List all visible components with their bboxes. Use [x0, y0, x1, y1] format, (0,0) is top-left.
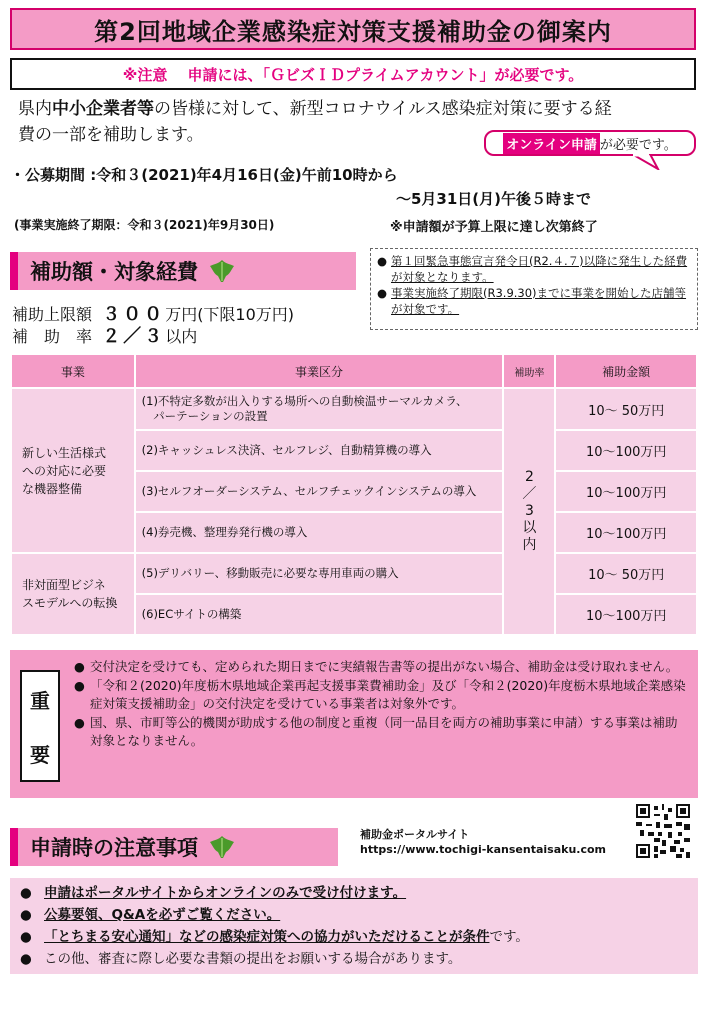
period-line1: ・公募期間 :令和３(2021)年4月16日(金)午前10時から: [10, 166, 398, 184]
bullet-icon: ●: [377, 254, 388, 268]
desc-cell: [135, 471, 504, 512]
rate-cell: [503, 388, 555, 635]
section-header-subsidy: [10, 252, 356, 290]
rate-row: [12, 326, 294, 348]
apply-item: [20, 948, 688, 970]
amount-cell: 10～100万円: [555, 594, 697, 635]
portal-label: 補助金ポータルサイト: [360, 828, 470, 841]
rate-unit: 以内: [165, 327, 198, 346]
leaf-icon: [208, 258, 236, 284]
rate-char: ／: [522, 486, 537, 502]
bullet-icon: ●: [74, 715, 85, 730]
intro-part1: 県内: [18, 99, 52, 119]
desc-cell: [135, 430, 504, 471]
bubble-tail: [630, 154, 660, 170]
desc-line: パーテーションの設置: [141, 409, 268, 423]
desc-line: (2)キャッシュレス決済、セルフレジ、自動精算機の導入: [141, 443, 432, 457]
important-mark: [20, 670, 60, 782]
intro-part2: の皆様に対して、新型コロナウイルス感染症対策に要する経: [154, 99, 612, 119]
desc-cell: [135, 594, 504, 635]
rate-value: ２／３: [102, 326, 166, 347]
note-text: 第１回緊急事態宣言発令日(R2.４.７)以降に発生した経費が対象となります。: [391, 254, 688, 284]
notice-banner: ※注意 申請には、「ＧビズＩＤプライムアカウント」が必要です。: [10, 58, 696, 90]
amount-cell: 10～ 50万円: [555, 553, 697, 594]
application-notes: [10, 878, 698, 974]
amount-cell: 10～100万円: [555, 471, 697, 512]
leaf-icon: [208, 834, 236, 860]
desc-line: (4)券売機、整理券発行機の導入: [141, 525, 308, 539]
table-row: [11, 553, 697, 594]
important-char: 重: [30, 688, 50, 713]
rate-char: 3: [524, 503, 534, 519]
category-line: な機器整備: [22, 481, 83, 496]
desc-cell: [135, 553, 504, 594]
table-row: [11, 388, 697, 430]
bullet-icon: ●: [20, 951, 32, 967]
rate-label: 補 助 率: [12, 327, 93, 346]
subsidy-limits: [12, 304, 294, 348]
amount-cell: 10～ 50万円: [555, 388, 697, 430]
col-header: 補助金額: [555, 354, 697, 388]
col-header: 補助率: [503, 354, 555, 388]
bullet-icon: ●: [377, 286, 388, 300]
subsidy-table: [10, 353, 698, 636]
end-note: ※申請額が予算上限に達し次第終了: [390, 220, 598, 235]
apply-item: [20, 904, 688, 926]
intro-bold: 中小企業者等: [52, 99, 154, 119]
online-bubble: [484, 130, 696, 156]
desc-line: (1)不特定多数が出入りする場所への自動検温サーマルカメラ、: [141, 394, 468, 408]
note-item: [377, 285, 691, 317]
section-bar: [10, 828, 18, 866]
important-text: 交付決定を受けても、定められた期日までに実績報告書等の提出がない場合、補助金は受け取れません。: [90, 659, 679, 674]
bubble-rest: が必要です。: [599, 137, 677, 153]
section-header-application: [10, 828, 338, 866]
category-line: への対応に必要: [22, 463, 107, 478]
important-char: 要: [30, 742, 50, 767]
cap-label: 補助上限額: [12, 305, 93, 324]
portal-url-link[interactable]: https://www.tochigi-kansentaisaku.com: [360, 843, 607, 856]
end-limit: (事業実施終了期限：令和３(2021)年9月30日): [14, 218, 275, 232]
page-title: 第2回地域企業感染症対策支援補助金の御案内: [10, 8, 696, 50]
apply-item: [20, 926, 688, 948]
category-line: スモデルへの転換: [22, 596, 118, 610]
cap-unit: 万円(下限10万円): [165, 305, 295, 324]
category-line: 新しい生活様式: [22, 445, 107, 460]
desc-cell: [135, 512, 504, 553]
target-notes: [370, 248, 698, 330]
cap-value: ３００: [102, 304, 166, 325]
note-text: 事業実施終了期限(R3.9.30)までに事業を開始した店舗等が対象です。: [391, 286, 687, 316]
important-item: [74, 658, 688, 676]
amount-cell: 10～100万円: [555, 512, 697, 553]
table-header-row: [11, 354, 697, 388]
bullet-icon: ●: [20, 885, 32, 901]
desc-line: (6)ECサイトの構築: [141, 607, 242, 621]
bullet-icon: ●: [20, 929, 32, 945]
category-cell: [11, 553, 135, 635]
section-title: 申請時の注意事項: [30, 836, 198, 860]
important-list: [74, 658, 688, 751]
section-title: 補助額・対象経費: [30, 260, 198, 284]
apply-underlined: 公募要領、Q&Aを必ずご覧ください。: [44, 907, 281, 923]
bullet-icon: ●: [74, 678, 85, 693]
cap-row: [12, 304, 294, 326]
period-line2: ～5月31日(月)午後５時まで: [396, 190, 592, 208]
intro-line2: 費の一部を補助します。: [18, 125, 204, 145]
important-item: [74, 714, 688, 750]
rate-char: 以: [522, 520, 537, 536]
desc-line: (5)デリバリー、移動販売に必要な専用車両の購入: [141, 566, 399, 580]
note-item: [377, 253, 691, 285]
bubble-highlight: オンライン申請: [503, 133, 600, 154]
apply-underlined: 「とちまる安心通知」などの感染症対策への協力がいただけることが条件: [44, 929, 490, 945]
col-header: 事業: [11, 354, 135, 388]
category-cell: [11, 388, 135, 553]
apply-item: [20, 882, 688, 904]
rate-char: 2: [524, 469, 534, 485]
important-text: 国、県、市町等公的機関が助成する他の制度と重複（同一品目を両方の補助事業に申請）する事業は補助対象となりません。: [90, 715, 678, 748]
apply-underlined: 申請はポータルサイトからオンラインのみで受け付けます。: [44, 885, 407, 901]
col-header: 事業区分: [135, 354, 504, 388]
section-bar: [10, 252, 18, 290]
desc-cell: [135, 388, 504, 430]
apply-rest: この他、審査に際し必要な書類の提出をお願いする場合があります。: [44, 951, 462, 967]
desc-line: (3)セルフオーダーシステム、セルフチェックインシステムの導入: [141, 484, 477, 498]
important-text: 「令和２(2020)年度栃木県地域企業再起支援事業費補助金」及び「令和２(2020)年度栃木県地域企業感染症対策支援補助金」の交付決定を受けている事業者は対象外です。: [90, 678, 686, 711]
qr-code-icon[interactable]: [636, 804, 690, 858]
amount-cell: 10～100万円: [555, 430, 697, 471]
rate-char: 内: [522, 537, 537, 553]
bullet-icon: ●: [74, 659, 85, 674]
category-line: 非対面型ビジネ: [22, 578, 106, 592]
important-item: [74, 677, 688, 713]
apply-rest: です。: [489, 929, 529, 945]
bullet-icon: ●: [20, 907, 32, 923]
